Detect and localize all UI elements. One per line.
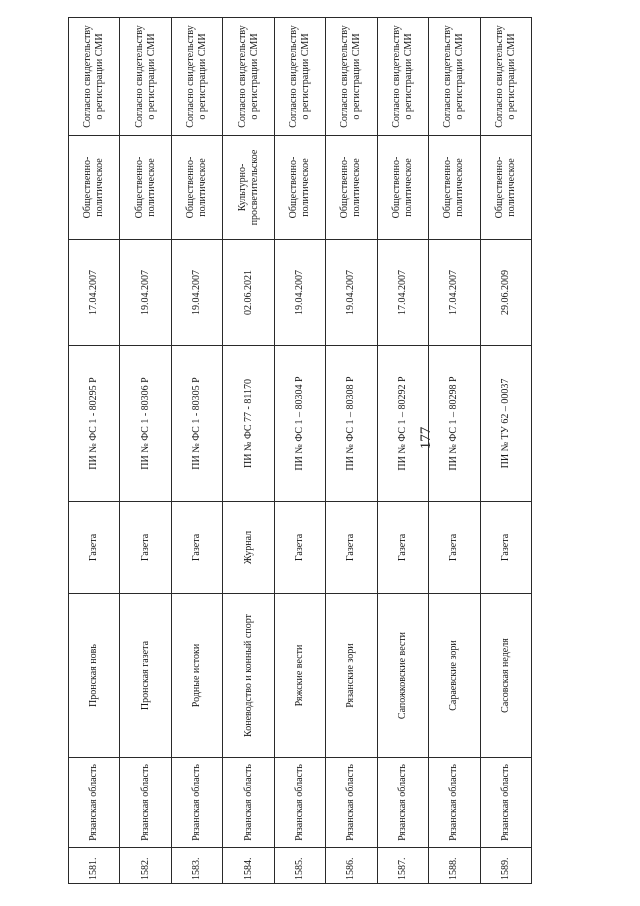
specialization-cell: Общественно-политическое <box>69 136 120 240</box>
region-cell: Рязанская область <box>120 758 171 848</box>
region-cell: Рязанская область <box>223 758 274 848</box>
publication-name-cell: Рязанские зори <box>326 594 377 758</box>
registration-date-cell: 17.04.2007 <box>69 240 120 346</box>
publication-name-cell: Сасовская неделя <box>480 594 532 758</box>
publication-type-cell: Газета <box>429 502 480 594</box>
publication-type-cell: Газета <box>171 502 222 594</box>
registration-number-cell: ПИ № ФС 77 - 81170 <box>223 346 274 502</box>
registration-number-cell: ПИ № ФС 1 - 80305 Р <box>171 346 222 502</box>
publication-name-cell: Коневодство и конный спорт <box>223 594 274 758</box>
registration-date-cell: 19.04.2007 <box>326 240 377 346</box>
registration-number-cell: ПИ № ФС 1 – 80298 Р <box>429 346 480 502</box>
table-row <box>171 18 222 884</box>
distribution-territory-cell: Согласно свидетельству о регистрации СМИ <box>69 18 120 136</box>
rotated-table-layer <box>68 18 532 884</box>
distribution-territory-cell: Согласно свидетельству о регистрации СМИ <box>326 18 377 136</box>
specialization-cell: Общественно-политическое <box>480 136 532 240</box>
registration-number-cell: ПИ № ФС 1 – 80304 Р <box>274 346 325 502</box>
row-number-cell: 1585. <box>274 848 325 884</box>
specialization-cell: Общественно-политическое <box>120 136 171 240</box>
publication-name-cell: Ряжские вести <box>274 594 325 758</box>
distribution-territory-cell: Согласно свидетельству о регистрации СМИ <box>223 18 274 136</box>
publication-type-cell: Газета <box>377 502 428 594</box>
distribution-territory-cell: Согласно свидетельству о регистрации СМИ <box>480 18 532 136</box>
row-number-cell: 1584. <box>223 848 274 884</box>
publication-name-cell: Родные истоки <box>171 594 222 758</box>
registration-date-cell: 19.04.2007 <box>120 240 171 346</box>
publication-type-cell: Газета <box>69 502 120 594</box>
table-row <box>69 18 120 884</box>
table-row <box>429 18 480 884</box>
registry-table-body <box>69 18 532 884</box>
publication-type-cell: Газета <box>274 502 325 594</box>
registry-table-container <box>68 18 532 884</box>
region-cell: Рязанская область <box>171 758 222 848</box>
specialization-cell: Общественно-политическое <box>326 136 377 240</box>
row-number-cell: 1589. <box>480 848 532 884</box>
publication-type-cell: Газета <box>120 502 171 594</box>
table-row <box>223 18 274 884</box>
registration-number-cell: ПИ № ФС 1 - 80306 Р <box>120 346 171 502</box>
registration-number-cell: ПИ № ФС 1 – 80308 Р <box>326 346 377 502</box>
publication-type-cell: Журнал <box>223 502 274 594</box>
table-row <box>480 18 532 884</box>
region-cell: Рязанская область <box>480 758 532 848</box>
region-cell: Рязанская область <box>69 758 120 848</box>
registration-number-cell: ПИ № ФС 1 - 80295 Р <box>69 346 120 502</box>
publication-type-cell: Газета <box>326 502 377 594</box>
registration-date-cell: 17.04.2007 <box>429 240 480 346</box>
publication-name-cell: Сараевские зори <box>429 594 480 758</box>
specialization-cell: Общественно-политическое <box>274 136 325 240</box>
row-number-cell: 1588. <box>429 848 480 884</box>
registration-date-cell: 19.04.2007 <box>171 240 222 346</box>
registration-number-cell: ПИ № ФС 1 – 80292 Р <box>377 346 428 502</box>
page-number: 177 <box>418 426 434 450</box>
row-number-cell: 1581. <box>69 848 120 884</box>
region-cell: Рязанская область <box>377 758 428 848</box>
table-row <box>377 18 428 884</box>
distribution-territory-cell: Согласно свидетельству о регистрации СМИ <box>429 18 480 136</box>
registration-number-cell: ПИ № ТУ 62 – 00037 <box>480 346 532 502</box>
region-cell: Рязанская область <box>429 758 480 848</box>
registration-date-cell: 17.04.2007 <box>377 240 428 346</box>
registration-date-cell: 02.06.2021 <box>223 240 274 346</box>
row-number-cell: 1586. <box>326 848 377 884</box>
media-registry-table <box>68 17 532 884</box>
specialization-cell: Общественно-политическое <box>171 136 222 240</box>
distribution-territory-cell: Согласно свидетельству о регистрации СМИ <box>377 18 428 136</box>
distribution-territory-cell: Согласно свидетельству о регистрации СМИ <box>120 18 171 136</box>
registration-date-cell: 19.04.2007 <box>274 240 325 346</box>
specialization-cell: Общественно-политическое <box>377 136 428 240</box>
publication-name-cell: Сапожковские вести <box>377 594 428 758</box>
region-cell: Рязанская область <box>274 758 325 848</box>
publication-type-cell: Газета <box>480 502 532 594</box>
table-row <box>120 18 171 884</box>
row-number-cell: 1587. <box>377 848 428 884</box>
specialization-cell: Общественно-политическое <box>429 136 480 240</box>
specialization-cell: Культурно-просветительское <box>223 136 274 240</box>
region-cell: Рязанская область <box>326 758 377 848</box>
registration-date-cell: 29.06.2009 <box>480 240 532 346</box>
table-row <box>326 18 377 884</box>
publication-name-cell: Пронская газета <box>120 594 171 758</box>
table-row <box>274 18 325 884</box>
distribution-territory-cell: Согласно свидетельству о регистрации СМИ <box>171 18 222 136</box>
publication-name-cell: Пронская новь <box>69 594 120 758</box>
distribution-territory-cell: Согласно свидетельству о регистрации СМИ <box>274 18 325 136</box>
row-number-cell: 1582. <box>120 848 171 884</box>
row-number-cell: 1583. <box>171 848 222 884</box>
